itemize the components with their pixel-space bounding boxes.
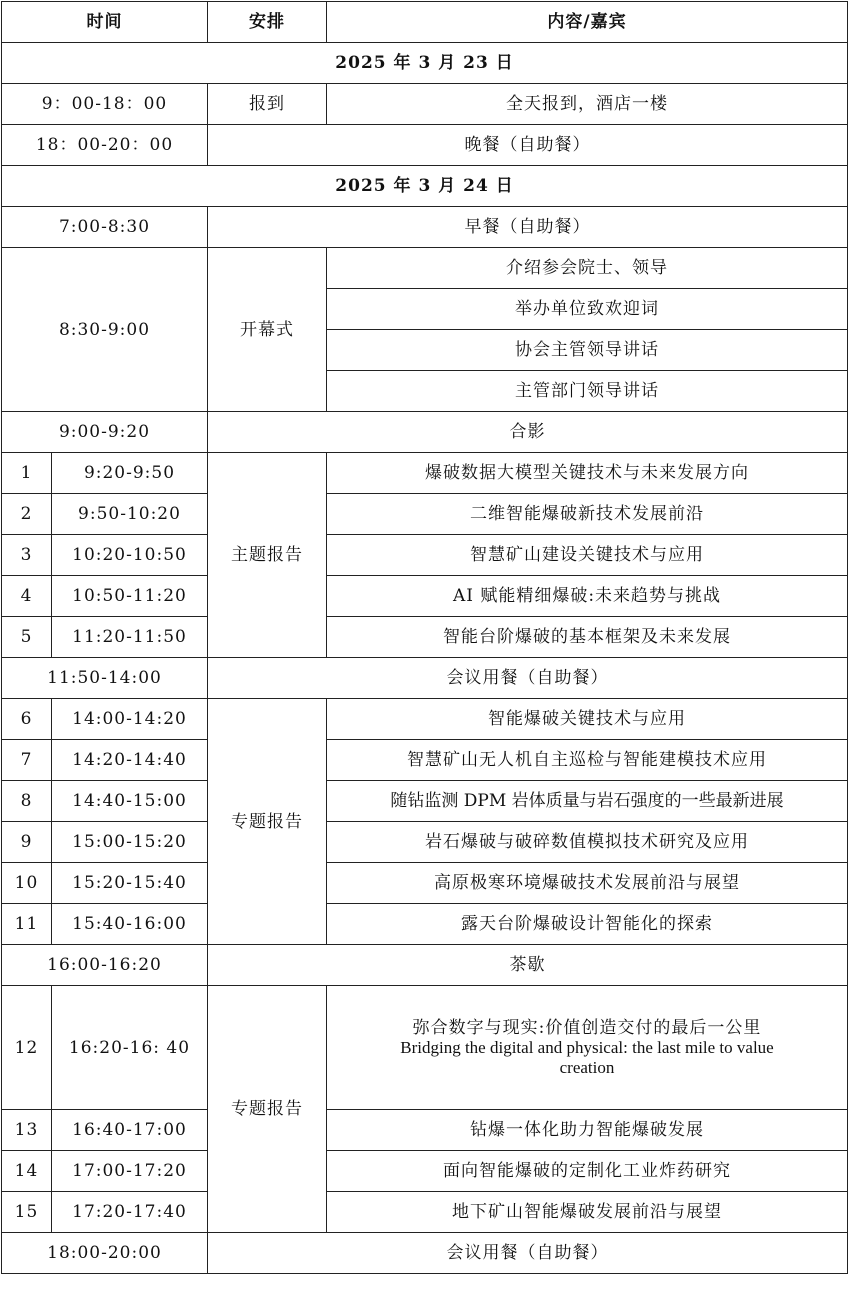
header-row <box>2 2 848 43</box>
content-cell: 主管部门领导讲话 <box>327 371 848 412</box>
table-row <box>2 699 848 740</box>
number-cell: 9 <box>2 822 52 863</box>
table-row <box>2 412 848 453</box>
arrangement-cell: 专题报告 <box>208 699 327 945</box>
number-cell: 1 <box>2 453 52 494</box>
date-day2: 2025 年 3 月 24 日 <box>2 166 848 207</box>
content-cell: 茶歇 <box>208 945 848 986</box>
table-row <box>2 535 848 576</box>
content-cell: 早餐（自助餐） <box>208 207 848 248</box>
table-row <box>2 781 848 822</box>
content-cell: 全天报到，酒店一楼 <box>327 84 848 125</box>
table-row <box>2 1233 848 1274</box>
number-cell: 2 <box>2 494 52 535</box>
time-cell: 18:00-20:00 <box>2 1233 208 1274</box>
time-cell: 14:00-14:20 <box>52 699 208 740</box>
content-cell: 会议用餐（自助餐） <box>208 658 848 699</box>
time-cell: 15:40-16:00 <box>52 904 208 945</box>
content-cell: 二维智能爆破新技术发展前沿 <box>327 494 848 535</box>
date-day1: 2025 年 3 月 23 日 <box>2 43 848 84</box>
time-cell: 11:20-11:50 <box>52 617 208 658</box>
number-cell: 14 <box>2 1151 52 1192</box>
number-cell: 12 <box>2 986 52 1110</box>
content-cell: 随钻监测 DPM 岩体质量与岩石强度的一些最新进展 <box>327 781 848 822</box>
table-row <box>2 904 848 945</box>
talk-title-cn: 弥合数字与现实:价值创造交付的最后一公里 <box>412 1017 762 1038</box>
time-cell: 16:20-16: 40 <box>52 986 208 1110</box>
table-row <box>2 863 848 904</box>
time-cell: 9:00-9:20 <box>2 412 208 453</box>
table-row <box>2 945 848 986</box>
schedule-table <box>1 1 848 1274</box>
table-row <box>2 822 848 863</box>
time-cell: 7:00-8:30 <box>2 207 208 248</box>
table-row <box>2 986 848 1110</box>
table-row <box>2 494 848 535</box>
number-cell: 6 <box>2 699 52 740</box>
time-cell: 9：00-18：00 <box>2 84 208 125</box>
table-row <box>2 207 848 248</box>
content-cell: 介绍参会院士、领导 <box>327 248 848 289</box>
header-content: 内容/嘉宾 <box>327 2 848 43</box>
time-cell: 17:20-17:40 <box>52 1192 208 1233</box>
content-cell: AI 赋能精细爆破:未来趋势与挑战 <box>327 576 848 617</box>
content-cell: 智慧矿山建设关键技术与应用 <box>327 535 848 576</box>
time-cell: 9:20-9:50 <box>52 453 208 494</box>
content-cell: 合影 <box>208 412 848 453</box>
content-cell: 会议用餐（自助餐） <box>208 1233 848 1274</box>
table-row <box>2 248 848 289</box>
content-cell: 钻爆一体化助力智能爆破发展 <box>327 1110 848 1151</box>
table-row <box>2 453 848 494</box>
time-cell: 18：00-20：00 <box>2 125 208 166</box>
content-cell: 高原极寒环境爆破技术发展前沿与展望 <box>327 863 848 904</box>
content-cell: 协会主管领导讲话 <box>327 330 848 371</box>
talk-title-en: Bridging the digital and physical: the last mile to value <box>400 1037 774 1057</box>
content-cell-multiline <box>327 986 848 1110</box>
date-row <box>2 166 848 207</box>
table-row <box>2 1151 848 1192</box>
arrangement-cell: 报到 <box>208 84 327 125</box>
arrangement-cell: 专题报告 <box>208 986 327 1233</box>
content-cell: 露天台阶爆破设计智能化的探索 <box>327 904 848 945</box>
time-cell: 11:50-14:00 <box>2 658 208 699</box>
arrangement-cell: 主题报告 <box>208 453 327 658</box>
time-cell: 15:00-15:20 <box>52 822 208 863</box>
table-row <box>2 125 848 166</box>
time-cell: 15:20-15:40 <box>52 863 208 904</box>
table-row <box>2 84 848 125</box>
time-cell: 14:20-14:40 <box>52 740 208 781</box>
content-cell: 智能爆破关键技术与应用 <box>327 699 848 740</box>
content-cell: 晚餐（自助餐） <box>208 125 848 166</box>
content-cell: 举办单位致欢迎词 <box>327 289 848 330</box>
time-cell: 10:20-10:50 <box>52 535 208 576</box>
content-cell: 智慧矿山无人机自主巡检与智能建模技术应用 <box>327 740 848 781</box>
talk-title-en-cont: creation <box>559 1057 615 1077</box>
content-cell: 岩石爆破与破碎数值模拟技术研究及应用 <box>327 822 848 863</box>
time-cell: 9:50-10:20 <box>52 494 208 535</box>
content-cell: 地下矿山智能爆破发展前沿与展望 <box>327 1192 848 1233</box>
number-cell: 15 <box>2 1192 52 1233</box>
time-cell: 16:00-16:20 <box>2 945 208 986</box>
table-row <box>2 576 848 617</box>
content-cell: 爆破数据大模型关键技术与未来发展方向 <box>327 453 848 494</box>
header-arrangement: 安排 <box>208 2 327 43</box>
number-cell: 11 <box>2 904 52 945</box>
header-time: 时间 <box>2 2 208 43</box>
time-cell: 8:30-9:00 <box>2 248 208 412</box>
table-row <box>2 1192 848 1233</box>
content-cell: 智能台阶爆破的基本框架及未来发展 <box>327 617 848 658</box>
number-cell: 7 <box>2 740 52 781</box>
number-cell: 5 <box>2 617 52 658</box>
table-row <box>2 740 848 781</box>
number-cell: 8 <box>2 781 52 822</box>
table-row <box>2 658 848 699</box>
number-cell: 3 <box>2 535 52 576</box>
time-cell: 14:40-15:00 <box>52 781 208 822</box>
time-cell: 10:50-11:20 <box>52 576 208 617</box>
table-row <box>2 1110 848 1151</box>
number-cell: 4 <box>2 576 52 617</box>
table-row <box>2 617 848 658</box>
date-row <box>2 43 848 84</box>
time-cell: 16:40-17:00 <box>52 1110 208 1151</box>
number-cell: 13 <box>2 1110 52 1151</box>
arrangement-cell: 开幕式 <box>208 248 327 412</box>
time-cell: 17:00-17:20 <box>52 1151 208 1192</box>
number-cell: 10 <box>2 863 52 904</box>
content-cell: 面向智能爆破的定制化工业炸药研究 <box>327 1151 848 1192</box>
